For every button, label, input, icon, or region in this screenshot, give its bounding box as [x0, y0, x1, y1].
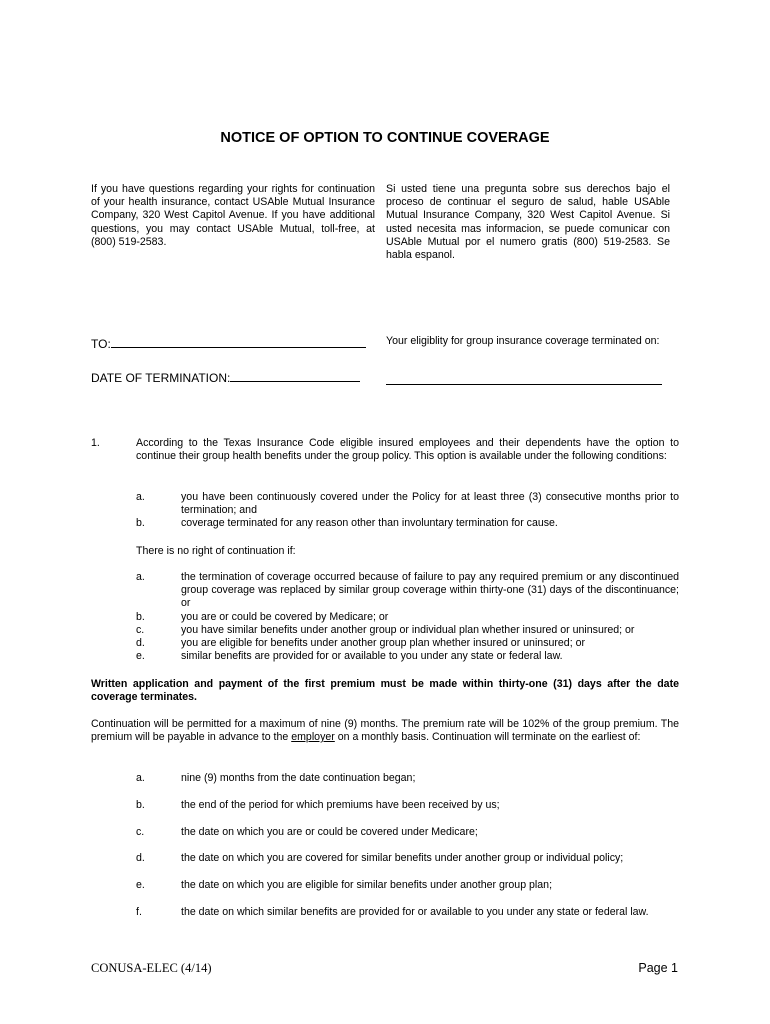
- to-label: TO:: [91, 337, 111, 351]
- list-item-text: the date on which you are eligible for similar benefits under another group plan;: [181, 879, 553, 891]
- list-item-text: coverage terminated for any reason other than involuntary termination for cause.: [181, 517, 558, 529]
- list-item-text: nine (9) months from the date continuation began;: [181, 772, 416, 784]
- page-title: NOTICE OF OPTION TO CONTINUE COVERAGE: [220, 130, 550, 146]
- list-item-letter: f.: [136, 906, 142, 918]
- termination-input-line[interactable]: [230, 381, 360, 382]
- list-item-text: the end of the period for which premiums have been received by us;: [181, 799, 500, 811]
- list-item: [91, 611, 679, 624]
- list-item-letter: b.: [136, 517, 145, 529]
- list-item: [91, 624, 679, 637]
- list-item-letter: a.: [136, 571, 145, 583]
- intro-english: If you have questions regarding your rights for continuation of your health insurance, contact USAble Mutual Insurance Company, 320 West Capitol Avenue. If you have additional questions, you may contact USAble Mutual, toll-free, at (800) 519-2583.: [91, 183, 375, 248]
- list-item: [91, 826, 679, 839]
- list-item-text: you are or could be covered by Medicare; or: [181, 611, 389, 623]
- section-number: 1.: [91, 437, 100, 449]
- list-item: [91, 879, 679, 892]
- list-item-text: the termination of coverage occurred because of failure to pay any required premium or any discontinued group coverage was replaced by similar group coverage within thirty-one (31) days of the discontinuance; or: [181, 571, 679, 610]
- termination-label: DATE OF TERMINATION:: [91, 371, 231, 385]
- list-item: [91, 571, 679, 611]
- list-item-text: you have similar benefits under another group or individual plan whether insured or uninsured; or: [181, 624, 635, 636]
- list-item: [91, 517, 679, 530]
- list-item: [91, 852, 679, 865]
- list-item-text: the date on which you are covered for similar benefits under another group or individual policy;: [181, 852, 624, 864]
- list-item: [91, 650, 679, 663]
- list-item-letter: b.: [136, 799, 145, 811]
- list-item: [91, 491, 679, 517]
- list-item-letter: e.: [136, 879, 145, 891]
- termination-field-row: [91, 371, 376, 385]
- list-item-letter: a.: [136, 772, 145, 784]
- eligibility-text: Your eligiblity for group insurance coverage terminated on:: [386, 335, 660, 347]
- page-number: Page 1: [638, 961, 678, 975]
- list-item-text: similar benefits are provided for or available to you under any state or federal law.: [181, 650, 563, 662]
- list-item-text: you have been continuously covered under the Policy for at least three (3) consecutive months prior to termination; and: [181, 491, 679, 517]
- intro-spanish: Si usted tiene una pregunta sobre sus derechos bajo el proceso de continuar el seguro de salud, hable USAble Mutual Insurance Company, 320 West Capitol Avenue. Si usted necesita mas informacion, se puede comunicar con USAble Mutual por el numero gratis (800) 519-2583. Se habla espanol.: [386, 183, 670, 262]
- to-field-row: [91, 337, 376, 351]
- continuation-text-before: Continuation will be permitted for a maximum of nine (9) months. The premium rate will be 102% of the group premium. The premium will be payable in advance to the: [91, 718, 679, 744]
- list-item-letter: e.: [136, 650, 145, 662]
- section-1: [91, 437, 679, 463]
- list-item: [91, 772, 679, 785]
- continuation-text-after: on a monthly basis. Continuation will terminate on the earliest of:: [334, 731, 641, 744]
- list-item-letter: d.: [136, 852, 145, 864]
- to-input-line[interactable]: [111, 347, 366, 348]
- list-item-text: the date on which you are or could be covered under Medicare;: [181, 826, 478, 838]
- no-right-heading: There is no right of continuation if:: [136, 545, 296, 557]
- form-id: CONUSA-ELEC (4/14): [91, 961, 212, 975]
- list-item-letter: b.: [136, 611, 145, 623]
- list-item-letter: c.: [136, 624, 145, 636]
- employer-underlined: employer: [291, 731, 335, 744]
- list-item: [91, 799, 679, 812]
- bold-notice: Written application and payment of the first premium must be made within thirty-one (31) days after the date coverage terminates.: [91, 678, 679, 704]
- list-item-letter: d.: [136, 637, 145, 649]
- eligibility-date-line[interactable]: [386, 384, 662, 385]
- list-item-text: you are eligible for benefits under another group plan whether insured or uninsured; or: [181, 637, 585, 649]
- list-item: [91, 637, 679, 650]
- list-item-letter: a.: [136, 491, 145, 503]
- list-item: [91, 906, 679, 919]
- section-intro: According to the Texas Insurance Code eligible insured employees and their dependents have the option to continue their group health benefits under the group policy. This option is available under the following conditions:: [136, 437, 679, 463]
- list-item-letter: c.: [136, 826, 145, 838]
- list-item-text: the date on which similar benefits are provided for or available to you under any state or federal law.: [181, 906, 649, 918]
- continuation-paragraph: [91, 718, 679, 744]
